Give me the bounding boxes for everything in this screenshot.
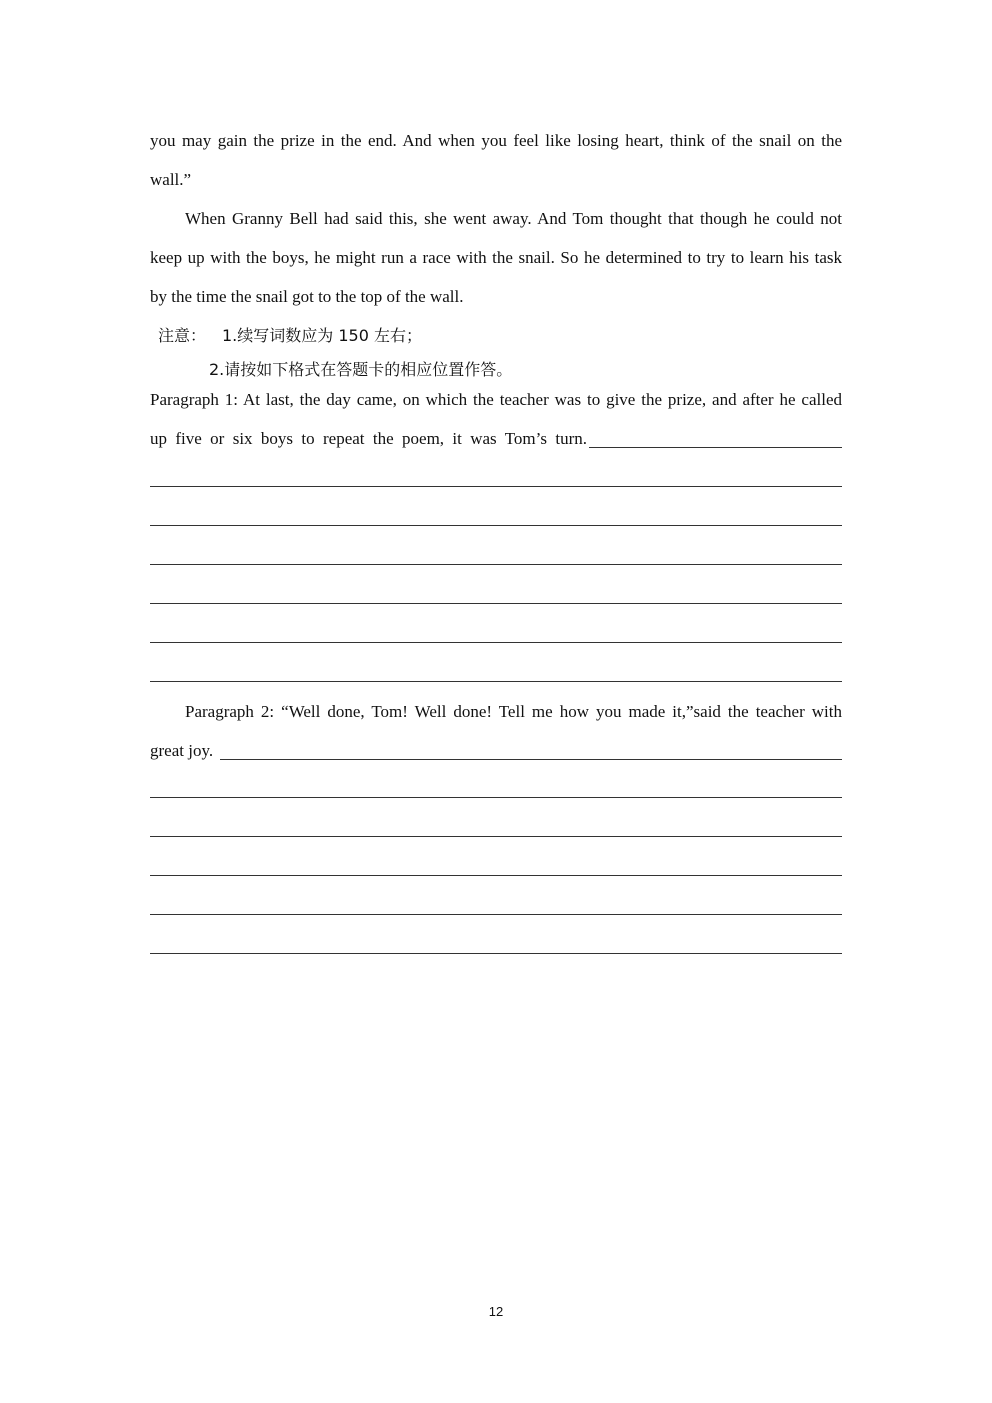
page-number: 12	[488, 1304, 504, 1319]
passage-line-2: wall.”	[150, 170, 192, 189]
paragraph-1-answer-blank[interactable]	[589, 447, 842, 448]
passage-line-3: When Granny Bell had said this, she went away. And Tom thought that though he could not	[185, 209, 842, 228]
passage-line-5: by the time the snail got to the top of the wall.	[150, 287, 464, 306]
paragraph-1-answer-line[interactable]	[150, 642, 842, 643]
paragraph-1-prompt-line-1: Paragraph 1: At last, the day came, on which the teacher was to give the prize, and after he called	[150, 390, 842, 409]
paragraph-2-answer-line[interactable]	[150, 875, 842, 876]
paragraph-1-answer-line[interactable]	[150, 564, 842, 565]
paragraph-1-answer-line[interactable]	[150, 603, 842, 604]
paragraph-2-prompt-line-1: Paragraph 2: “Well done, Tom! Well done! Tell me how you made it,”said the teacher with	[185, 702, 842, 721]
paragraph-2-answer-blank[interactable]	[220, 759, 842, 760]
notes-label: 注意：	[158, 326, 207, 345]
paragraph-1-prompt-line-2: up five or six boys to repeat the poem, it was Tom’s turn.	[150, 429, 587, 448]
paragraph-2-answer-line[interactable]	[150, 797, 842, 798]
paragraph-2-answer-line[interactable]	[150, 914, 842, 915]
paragraph-2-answer-line[interactable]	[150, 953, 842, 954]
notes-item-1: 1.续写词数应为 150 左右；	[222, 326, 422, 345]
paragraph-1-answer-line[interactable]	[150, 681, 842, 682]
passage-line-4: keep up with the boys, he might run a race with the snail. So he determined to try to learn his task	[150, 248, 842, 267]
passage-line-1: you may gain the prize in the end. And when you feel like losing heart, think of the snail on the	[150, 131, 842, 150]
paragraph-1-answer-line[interactable]	[150, 486, 842, 487]
notes-item-2: 2.请按如下格式在答题卡的相应位置作答。	[209, 360, 513, 379]
paragraph-2-answer-line[interactable]	[150, 836, 842, 837]
paragraph-2-prompt-line-2: great joy.	[150, 741, 214, 760]
paragraph-1-answer-line[interactable]	[150, 525, 842, 526]
